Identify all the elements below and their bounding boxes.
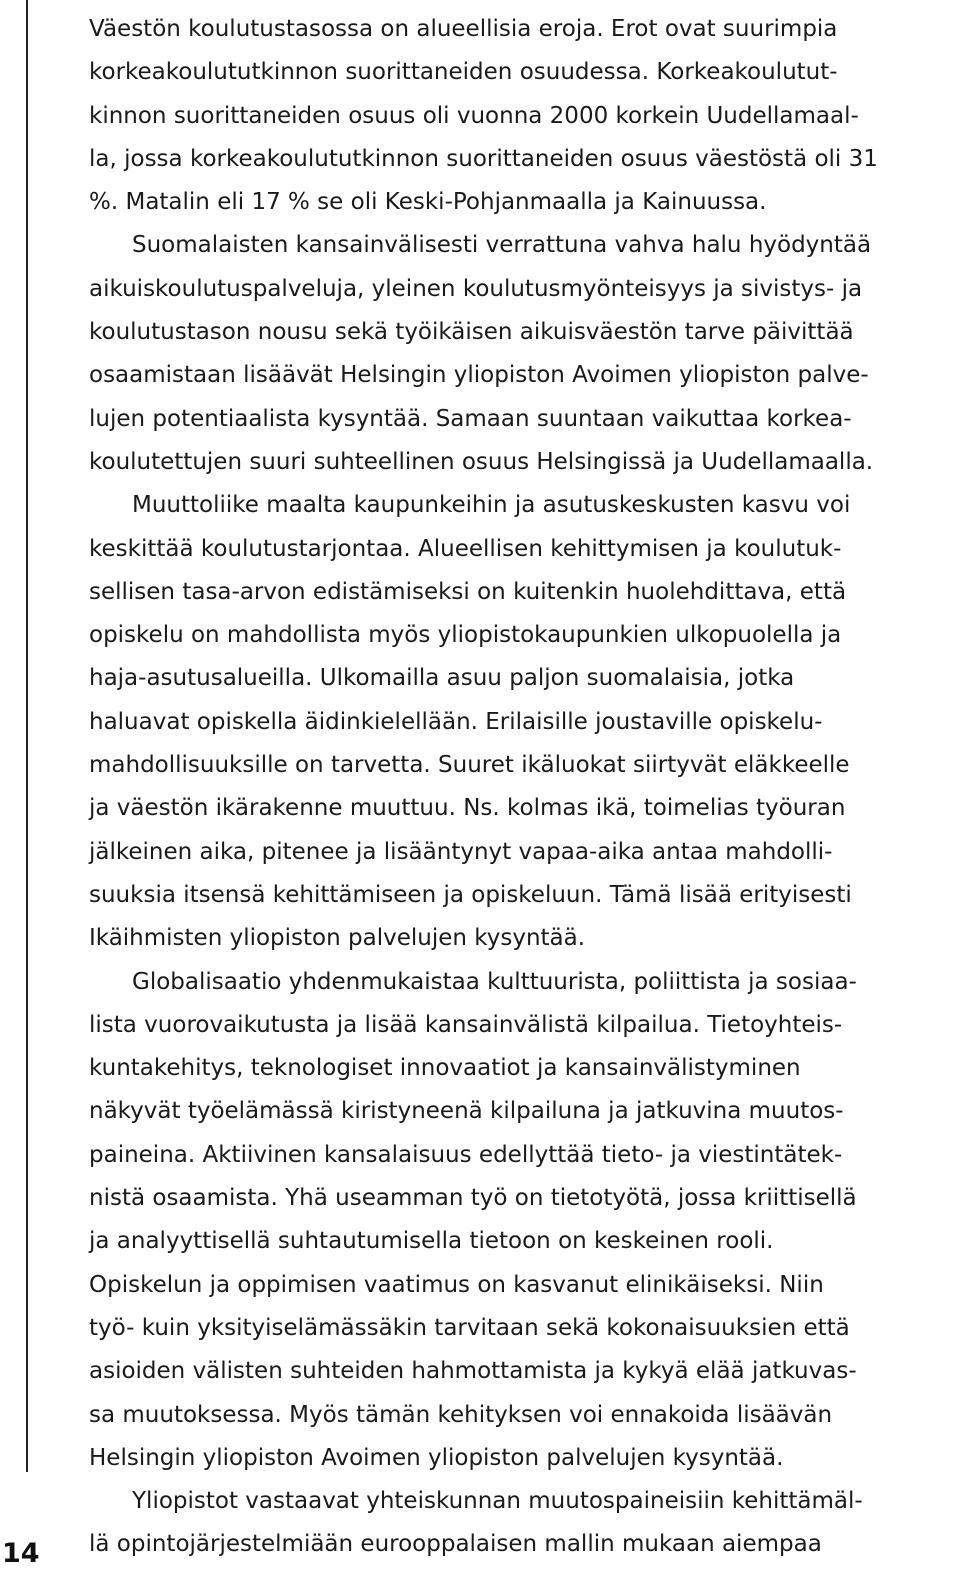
- text-line: Suomalaisten kansainvälisesti verrattuna vahva halu hyödyntää: [132, 232, 872, 259]
- paragraph-adult-education-demand: [89, 224, 935, 484]
- paragraph-migration: [89, 484, 935, 960]
- text-line: sellisen tasa-arvon edistämiseksi on kuitenkin huolehdittava, että: [89, 578, 847, 605]
- text-line: opiskelu on mahdollista myös yliopistokaupunkien ulkopuolella ja: [89, 622, 842, 649]
- text-line: lista vuorovaikutusta ja lisää kansainvälistä kilpailua. Tietoyhteis-: [89, 1011, 843, 1038]
- text-line: kinnon suorittaneiden osuus oli vuonna 2000 korkein Uudellamaal-: [89, 102, 859, 129]
- text-line: sa muutoksessa. Myös tämän kehityksen voi ennakoida lisäävän: [89, 1401, 833, 1428]
- text-line: Yliopistot vastaavat yhteiskunnan muutospaineisiin kehittämäl-: [132, 1488, 863, 1515]
- text-line: %. Matalin eli 17 % se oli Keski-Pohjanmaalla ja Kainuussa.: [89, 189, 767, 216]
- text-line: jälkeinen aika, pitenee ja lisääntynyt vapaa-aika antaa mahdolli-: [89, 838, 833, 865]
- margin-rule: [26, 0, 28, 1472]
- text-line: kuntakehitys, teknologiset innovaatiot ja kansainvälistyminen: [89, 1055, 801, 1082]
- text-line: Väestön koulutustasossa on alueellisia eroja. Erot ovat suurimpia: [89, 16, 838, 42]
- text-line: koulutustason nousu sekä työikäisen aikuisväestön tarve päivittää: [89, 319, 854, 346]
- text-line: lujen potentiaalista kysyntää. Samaan suuntaan vaikuttaa korkea-: [89, 405, 852, 432]
- text-line: korkeakoulututkinnon suorittaneiden osuudessa. Korkeakoulutut-: [89, 59, 838, 86]
- text-line: suuksia itsensä kehittämiseen ja opiskeluun. Tämä lisää erityisesti: [89, 881, 852, 908]
- text-line: osaamistaan lisäävät Helsingin yliopiston Avoimen yliopiston palve-: [89, 362, 869, 389]
- text-line: Ikäihmisten yliopiston palvelujen kysyntää.: [89, 925, 586, 952]
- text-line: ja väestön ikärakenne muuttuu. Ns. kolmas ikä, toimelias työuran: [89, 795, 846, 822]
- text-line: keskittää koulutustarjontaa. Alueellisen kehittymisen ja koulutuk-: [89, 535, 842, 562]
- text-line: nistä osaamista. Yhä useamman työ on tietotyötä, jossa kriittisellä: [89, 1185, 857, 1212]
- text-line: haja-asutusalueilla. Ulkomailla asuu paljon suomalaisia, jotka: [89, 665, 795, 692]
- text-line: paineina. Aktiivinen kansalaisuus edellyttää tieto- ja viestintätek-: [89, 1141, 843, 1168]
- text-line: la, jossa korkeakoulututkinnon suorittaneiden osuus väestöstä oli 31: [89, 145, 878, 172]
- text-line: koulutettujen suuri suhteellinen osuus Helsingissä ja Uudellamaalla.: [89, 448, 874, 475]
- paragraph-regional-differences: [89, 8, 935, 224]
- text-line: ja analyyttisellä suhtautumisella tietoon on keskeinen rooli.: [89, 1228, 774, 1255]
- text-line: Helsingin yliopiston Avoimen yliopiston palvelujen kysyntää.: [89, 1444, 784, 1471]
- paragraph-universities: [89, 1480, 935, 1567]
- text-line: Muuttoliike maalta kaupunkeihin ja asutuskeskusten kasvu voi: [132, 492, 851, 519]
- text-line: mahdollisuuksille on tarvetta. Suuret ikäluokat siirtyvät eläkkeelle: [89, 752, 850, 779]
- text-line: Opiskelun ja oppimisen vaatimus on kasvanut elinikäiseksi. Niin: [89, 1271, 824, 1298]
- text-line: haluavat opiskella äidinkielellään. Erilaisille joustaville opiskelu-: [89, 708, 823, 735]
- paragraph-globalisation: [89, 961, 935, 1481]
- text-line: työ- kuin yksityiselämässäkin tarvitaan sekä kokonaisuuksien että: [89, 1314, 850, 1341]
- page-number: 14: [2, 1538, 40, 1569]
- text-line: asioiden välisten suhteiden hahmottamista ja kykyä elää jatkuvas-: [89, 1358, 857, 1385]
- text-line: Globalisaatio yhdenmukaistaa kulttuurista, poliittista ja sosiaa-: [132, 968, 857, 995]
- text-line: aikuiskoulutuspalveluja, yleinen koulutusmyönteisyys ja sivistys- ja: [89, 275, 863, 302]
- text-line: näkyvät työelämässä kiristyneenä kilpailuna ja jatkuvina muutos-: [89, 1098, 844, 1125]
- body-text: [89, 8, 935, 1567]
- text-line: lä opintojärjestelmiään eurooppalaisen mallin mukaan aiempaa: [89, 1531, 822, 1558]
